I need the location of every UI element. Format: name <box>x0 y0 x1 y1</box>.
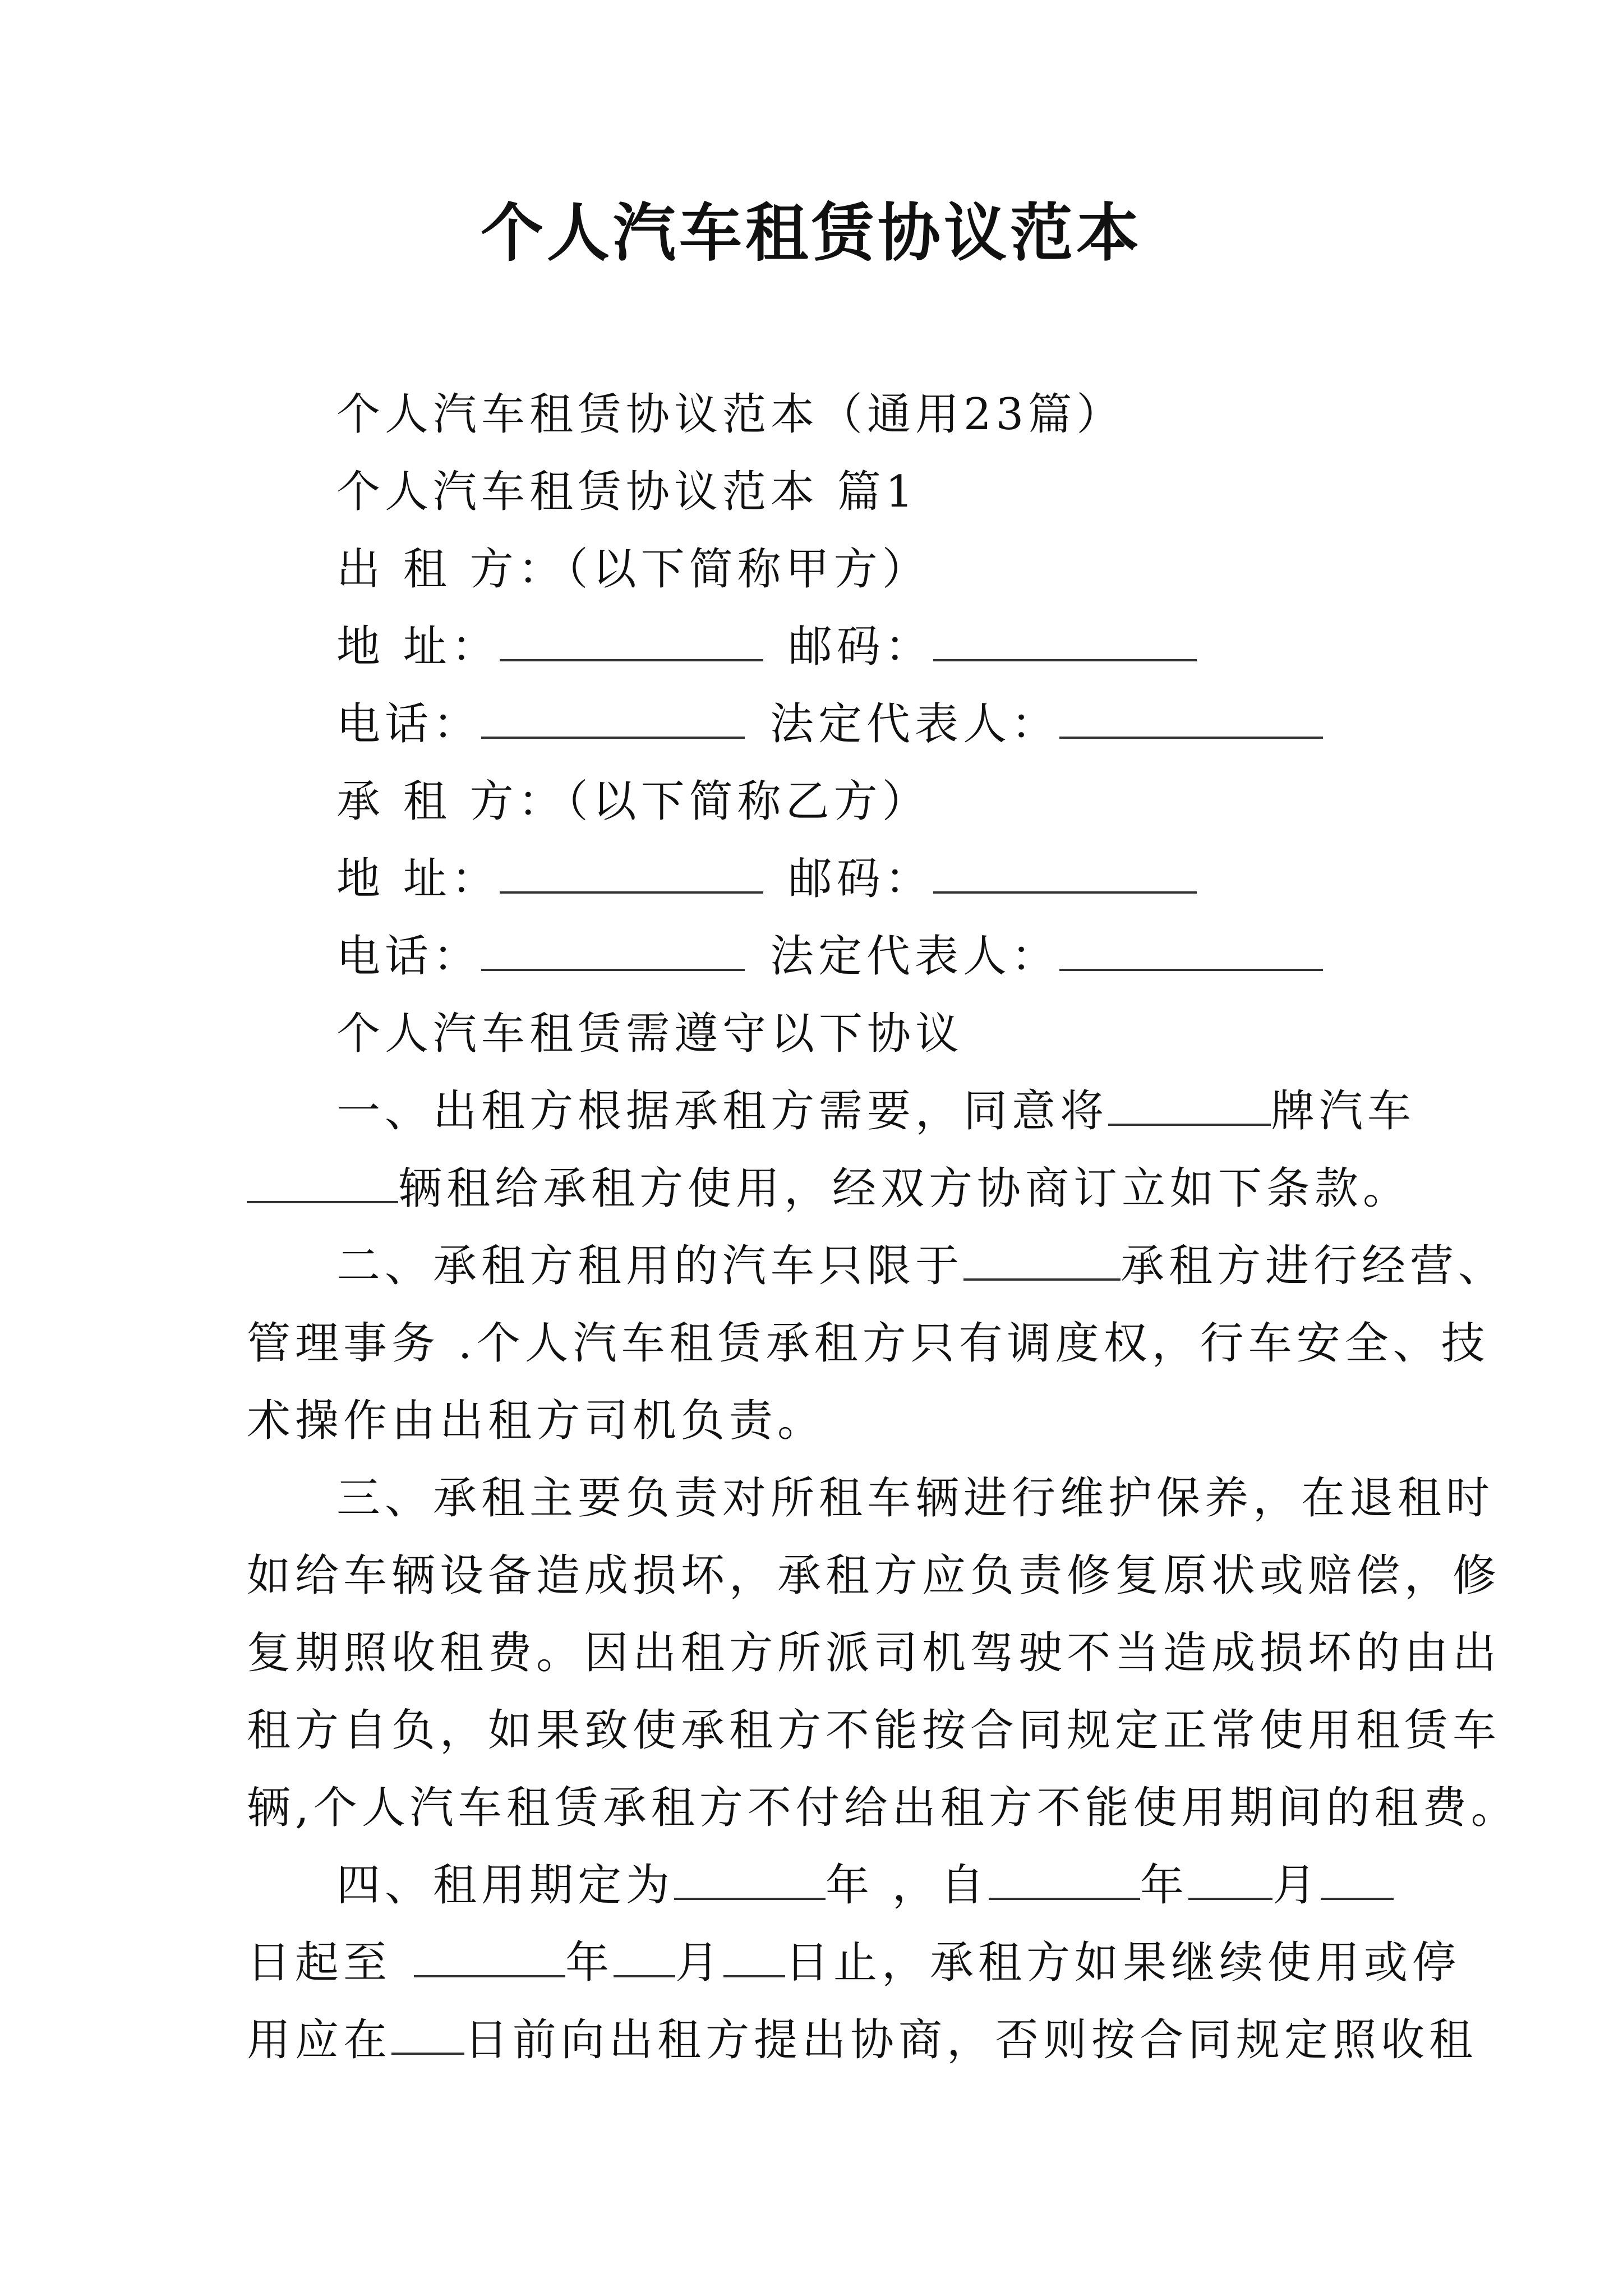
clause-4-line-1 <box>336 1860 1394 1911</box>
clause-2-line-1 <box>336 1241 1507 1291</box>
clause-4-line-3 <box>247 2015 1478 2065</box>
lessee-address-row <box>336 854 1197 904</box>
lessor-postcode-blank <box>933 625 1197 661</box>
article-heading: 个人汽车租赁协议范本 篇1 <box>336 467 918 517</box>
clause-1-text-a: 一、出租方根据承租方需要，同意将 <box>336 1086 1109 1137</box>
clause-4-text-h: 日止，承租方如果继续使用或停 <box>785 1938 1461 1988</box>
lessor-address-row <box>336 622 1197 672</box>
lessor-phone-blank <box>481 703 745 739</box>
clause-2-text-a: 二、承租方租用的汽车只限于 <box>336 1241 964 1291</box>
lessee-address-blank <box>500 858 763 894</box>
clause-3-line-2: 如给车辆设备造成损坏，承租方应负责修复原状或赔偿，修 <box>247 1550 1501 1601</box>
lessor-phone-label: 电话： <box>336 699 482 749</box>
lessor-legal-rep-label: 法定代表人： <box>770 699 1060 749</box>
lessee-legal-rep-label: 法定代表人： <box>770 931 1060 982</box>
clause-3-line-4: 租方自负，如果致使承租方不能按合同规定正常使用租赁车 <box>247 1705 1501 1756</box>
clause-2-scope-blank <box>963 1245 1121 1281</box>
clause-3-line-3: 复期照收租费。因出租方所派司机驾驶不当造成损坏的由出 <box>247 1628 1501 1678</box>
clause-4-text-e: 日起至 <box>247 1938 392 1988</box>
collection-subtitle: 个人汽车租赁协议范本（通用23篇） <box>336 389 1125 440</box>
clause-4-text-j: 日前向出租方提出协商，否则按合同规定照收租 <box>464 2015 1478 2065</box>
clause-4-text-a: 四、租用期定为 <box>336 1860 675 1911</box>
clause-4-start-day-blank <box>1321 1864 1394 1900</box>
lessee-legal-rep-blank <box>1059 935 1323 971</box>
clause-4-end-year-blank <box>414 1941 565 1977</box>
clause-3-line-1: 三、承租主要负责对所租车辆进行维护保养，在退租时 <box>336 1473 1495 1524</box>
clause-1-line-1 <box>336 1086 1416 1137</box>
clause-1-line-2 <box>247 1163 1412 1214</box>
clause-4-start-month-blank <box>1188 1864 1272 1900</box>
clause-4-line-2 <box>247 1938 1461 1988</box>
clause-4-text-c: 年 <box>1140 1860 1188 1911</box>
clause-4-end-month-blank <box>614 1941 675 1977</box>
lessor-address-blank <box>500 625 763 661</box>
lessee-phone-row <box>336 931 1323 982</box>
preamble: 个人汽车租赁需遵守以下协议 <box>336 1009 964 1059</box>
clause-4-notice-day-blank <box>391 2019 464 2055</box>
clause-1-text-c: 辆租给承租方使用，经双方协商订立如下条款。 <box>398 1163 1412 1214</box>
clause-2-text-b: 承租方进行经营、 <box>1121 1241 1507 1291</box>
clause-4-text-b: 年 ，自 <box>826 1860 989 1911</box>
lessor-phone-row <box>336 699 1323 749</box>
clause-1-count-blank <box>247 1167 398 1203</box>
lessor-label: 出 租 方：（以下简称甲方） <box>336 544 930 595</box>
lessee-postcode-blank <box>933 858 1197 894</box>
lessee-label: 承 租 方：（以下简称乙方） <box>336 776 930 827</box>
document-title: 个人汽车租赁协议范本 <box>481 196 1142 270</box>
lessee-postcode-label: 邮码： <box>788 854 933 904</box>
clause-1-plate-blank <box>1108 1090 1271 1126</box>
clause-4-end-day-blank <box>723 1941 785 1977</box>
clause-4-text-d: 月 <box>1272 1860 1321 1911</box>
clause-3-line-5: 辆,个人汽车租赁承租方不付给出租方不能使用期间的租费。 <box>247 1783 1519 1833</box>
clause-4-term-blank <box>674 1864 826 1900</box>
lessor-legal-rep-blank <box>1059 703 1323 739</box>
clause-2-line-2: 管理事务 .个人汽车租赁承租方只有调度权，行车安全、技 <box>247 1318 1490 1369</box>
lessee-phone-blank <box>481 935 745 971</box>
lessee-phone-label: 电话： <box>336 931 482 982</box>
lessor-address-label: 地 址： <box>336 622 500 672</box>
clause-2-line-3: 术操作由出租方司机负责。 <box>247 1396 826 1446</box>
clause-4-start-year-blank <box>989 1864 1140 1900</box>
clause-4-text-g: 月 <box>675 1938 724 1988</box>
lessor-postcode-label: 邮码： <box>788 622 933 672</box>
clause-4-text-i: 用应在 <box>247 2015 392 2065</box>
clause-1-text-b: 牌汽车 <box>1271 1086 1416 1137</box>
lessee-address-label: 地 址： <box>336 854 500 904</box>
clause-4-text-f: 年 <box>565 1938 614 1988</box>
